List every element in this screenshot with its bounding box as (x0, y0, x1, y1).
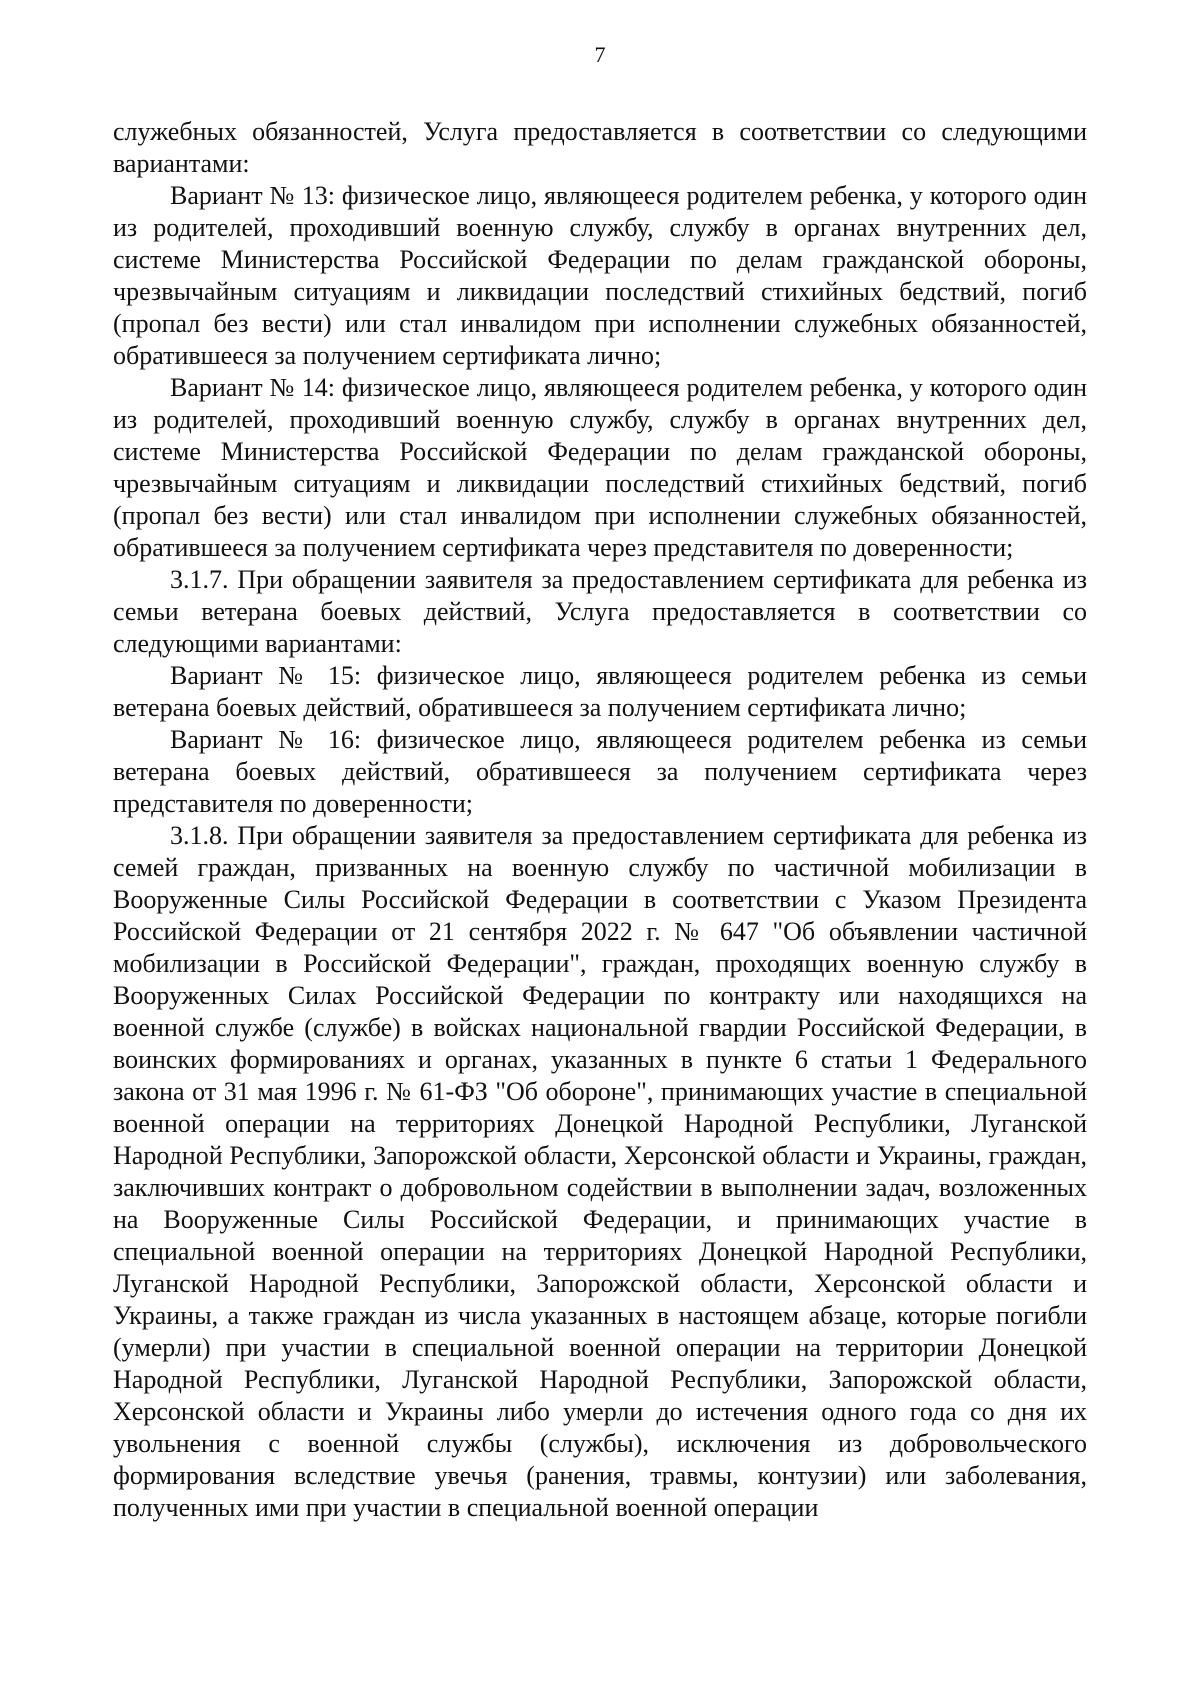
paragraph-variant-13: Вариант № 13: физическое лицо, являющееся родителем ребенка, у которого один из родителей, проходивший военную службу, службу в органах внутренних дел, системе Министерства Российской Федерации по делам гражданской обороны, чрезвычайным ситуациям и ликвидации последствий стихийных бедствий, погиб (пропал без вести) или стал инвалидом при исполнении служебных обязанностей, обратившееся за получением сертификата лично; (113, 181, 1087, 370)
paragraph-continuation: служебных обязанностей, Услуга предоставляется в соответствии со следующими вариантами: (113, 117, 1087, 178)
document-body (113, 116, 1087, 1524)
paragraph-variant-16: Вариант № 16: физическое лицо, являющееся родителем ребенка из семьи ветерана боевых действий, обратившееся за получением сертификата через представителя по доверенности; (113, 725, 1087, 818)
paragraph-variant-14: Вариант № 14: физическое лицо, являющееся родителем ребенка, у которого один из родителей, проходивший военную службу, службу в органах внутренних дел, системе Министерства Российской Федерации по делам гражданской обороны, чрезвычайным ситуациям и ликвидации последствий стихийных бедствий, погиб (пропал без вести) или стал инвалидом при исполнении служебных обязанностей, обратившееся за получением сертификата через представителя по доверенности; (113, 373, 1087, 562)
paragraph-variant-15: Вариант № 15: физическое лицо, являющееся родителем ребенка из семьи ветерана боевых действий, обратившееся за получением сертификата лично; (113, 661, 1087, 722)
page-number: 7 (594, 42, 606, 67)
paragraph-clause-3-1-7: 3.1.7. При обращении заявителя за предоставлением сертификата для ребенка из семьи ветерана боевых действий, Услуга предоставляется в соответствии со следующими вариантами: (113, 565, 1087, 658)
paragraph-clause-3-1-8: 3.1.8. При обращении заявителя за предоставлением сертификата для ребенка из семей граждан, призванных на военную службу по частичной мобилизации в Вооруженные Силы Российской Федерации в соответствии с Указом Президента Российской Федерации от 21 сентября 2022 г. № 647 "Об объявлении частичной мобилизации в Российской Федерации", граждан, проходящих военную службу в Вооруженных Силах Российской Федерации по контракту или находящихся на военной службе (службе) в войсках национальной гвардии Российской Федерации, в воинских формированиях и органах, указанных в пункте 6 статьи 1 Федерального закона от 31 мая 1996 г. № 61-ФЗ "Об обороне", принимающих участие в специальной военной операции на территориях Донецкой Народной Республики, Луганской Народной Республики, Запорожской области, Херсонской области и Украины, граждан, заключивших контракт о добровольном содействии в выполнении задач, возложенных на Вооруженные Силы Российской Федерации, и принимающих участие в специальной военной операции на территориях Донецкой Народной Республики, Луганской Народной Республики, Запорожской области, Херсонской области и Украины, а также граждан из числа указанных в настоящем абзаце, которые погибли (умерли) при участии в специальной военной операции на территории Донецкой Народной Республики, Луганской Народной Республики, Запорожской области, Херсонской области и Украины либо умерли до истечения одного года со дня их увольнения с военной службы (службы), исключения из добровольческого формирования вследствие увечья (ранения, травмы, контузии) или заболевания, полученных ими при участии в специальной военной операции (113, 821, 1087, 1522)
